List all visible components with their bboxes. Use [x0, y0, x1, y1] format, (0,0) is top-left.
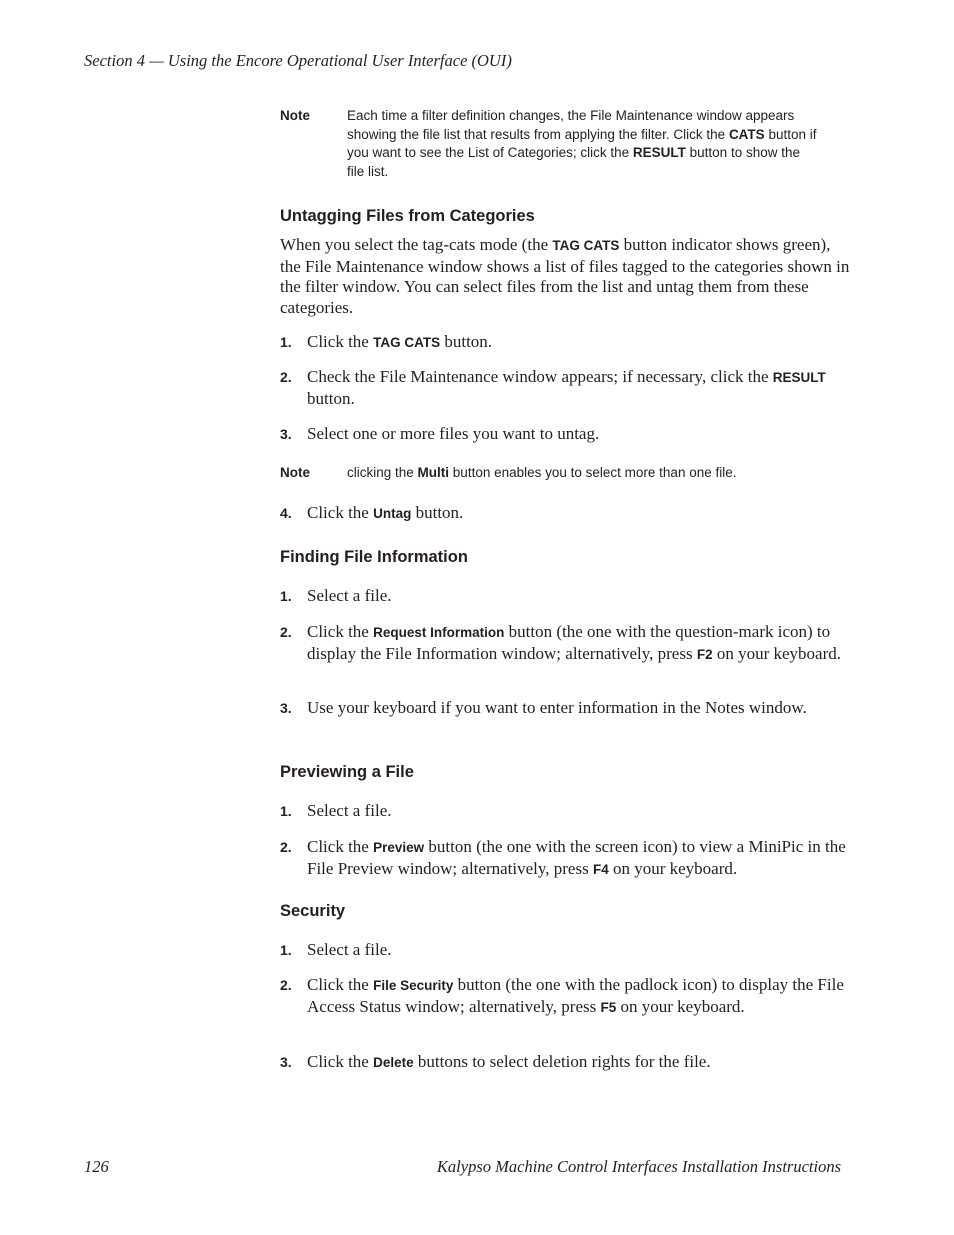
- tag-cats-ref: TAG CATS: [552, 238, 620, 253]
- step-text: Click the Delete buttons to select deletion rights for the file.: [307, 1052, 711, 1071]
- note-text: Each time a filter definition changes, the File Maintenance window appears showing the file list that results from applying the filter. Click the CATS button if you want to see the List of Categories; click the RESULT button to show the file list.: [347, 108, 817, 180]
- step-number: 2.: [280, 977, 292, 993]
- f2-key-ref: F2: [696, 646, 713, 662]
- result-button-ref: RESULT: [772, 370, 826, 385]
- section-heading-previewing: Previewing a File: [280, 763, 414, 781]
- step-text: Select a file.: [307, 586, 392, 605]
- step-number: 1.: [280, 334, 292, 350]
- multi-button-ref: Multi: [417, 465, 450, 480]
- page-number: 126: [84, 1157, 109, 1176]
- file-security-ref: File Security: [373, 978, 454, 993]
- running-header: Section 4 — Using the Encore Operational User Interface (OUI): [84, 51, 512, 70]
- step-text: Click the File Security button (the one with the padlock icon) to display the File Access Status window; alternatively, press F5 on your keyboard.: [307, 975, 844, 1016]
- step-number: 1.: [280, 942, 292, 958]
- preview-button-ref: Preview: [373, 840, 425, 855]
- step-number: 4.: [280, 505, 292, 521]
- untagging-intro: When you select the tag-cats mode (the TAG CATS button indicator shows green), the File Maintenance window shows a list of files tagged to the categories shown in the filter window. You can select files from the list and untag them from these categories.: [280, 235, 850, 317]
- section-heading-security: Security: [280, 902, 346, 920]
- step-text: Select a file.: [307, 940, 392, 959]
- delete-button-ref: Delete: [373, 1055, 414, 1070]
- section-heading-untagging: Untagging Files from Categories: [280, 207, 535, 225]
- untag-button-ref: Untag: [373, 506, 412, 521]
- cats-button-ref: CATS: [728, 126, 765, 142]
- note-label: Note: [280, 465, 310, 480]
- step-number: 3.: [280, 426, 292, 442]
- step-text: Check the File Maintenance window appears; if necessary, click the RESULT button.: [307, 367, 826, 408]
- f4-key-ref: F4: [592, 861, 609, 877]
- step-text: Click the Untag button.: [307, 503, 464, 522]
- step-number: 1.: [280, 803, 292, 819]
- step-text: Click the Preview button (the one with the screen icon) to view a MiniPic in the File Preview window; alternatively, press F4 on your keyboard.: [307, 837, 846, 878]
- footer-title: Kalypso Machine Control Interfaces Installation Instructions: [436, 1157, 841, 1176]
- step-number: 1.: [280, 588, 292, 604]
- step-number: 2.: [280, 369, 292, 385]
- tag-cats-ref: TAG CATS: [373, 335, 441, 350]
- step-number: 2.: [280, 839, 292, 855]
- step-number: 2.: [280, 624, 292, 640]
- step-text: Click the Request Information button (the one with the question-mark icon) to display the File Information window; alternatively, press F2 on your keyboard.: [307, 622, 842, 663]
- result-button-ref: RESULT: [632, 145, 686, 161]
- step-text: Use your keyboard if you want to enter information in the Notes window.: [307, 698, 807, 717]
- note-text: clicking the Multi button enables you to select more than one file.: [347, 465, 737, 480]
- request-information-ref: Request Information: [373, 625, 505, 640]
- section-heading-finding: Finding File Information: [280, 548, 468, 566]
- step-text: Click the TAG CATS button.: [307, 332, 493, 351]
- note-label: Note: [280, 108, 310, 123]
- step-text: Select a file.: [307, 801, 392, 820]
- step-number: 3.: [280, 1054, 292, 1070]
- step-text: Select one or more files you want to untag.: [307, 424, 600, 443]
- step-number: 3.: [280, 700, 292, 716]
- f5-key-ref: F5: [600, 999, 617, 1015]
